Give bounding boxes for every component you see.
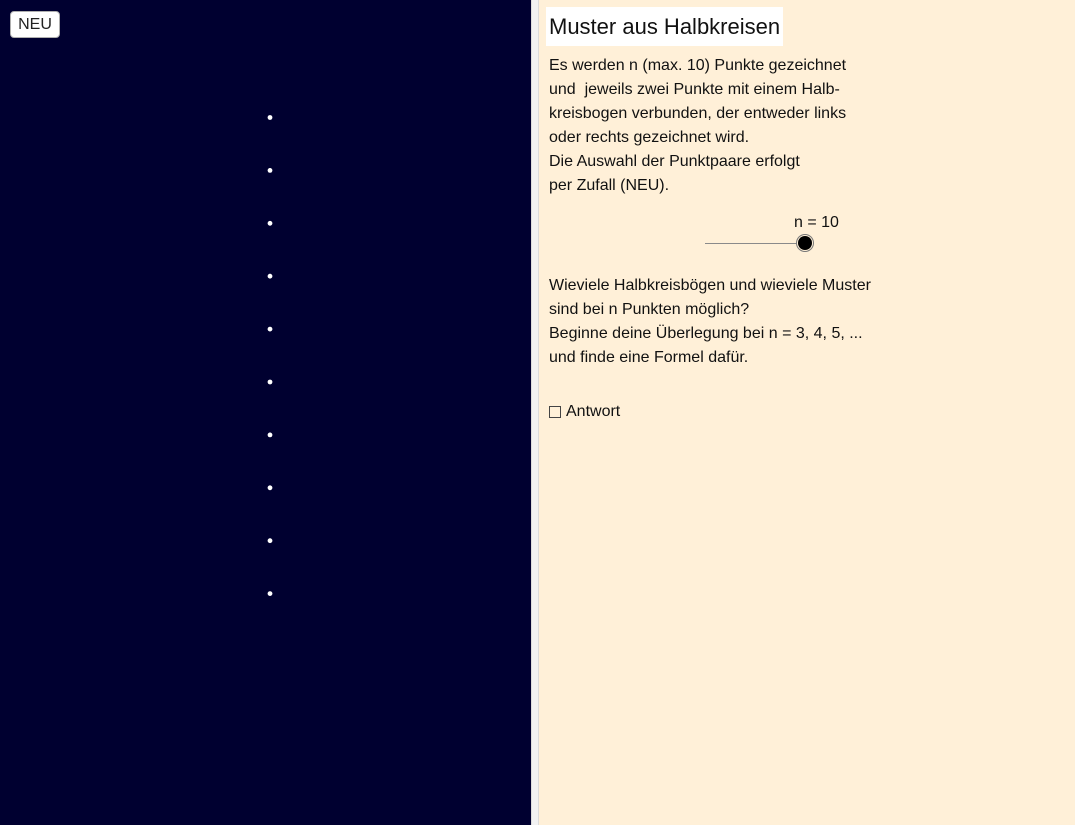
point-1	[268, 115, 273, 120]
question-line: sind bei n Punkten möglich?	[549, 301, 750, 318]
question-line: Beginne deine Überlegung bei n = 3, 4, 5, ...	[549, 325, 863, 342]
antwort-checkbox[interactable]	[549, 406, 561, 418]
description-line: oder rechts gezeichnet wird.	[549, 129, 750, 146]
description-text	[549, 54, 889, 198]
points-canvas	[0, 0, 531, 825]
question-text	[549, 274, 909, 370]
n-slider-label: n = 10	[794, 214, 839, 231]
point-5	[268, 327, 273, 332]
question-line: und finde eine Formel dafür.	[549, 349, 749, 366]
antwort-checkbox-row[interactable]	[549, 402, 620, 422]
point-8	[268, 485, 273, 490]
point-2	[268, 168, 273, 173]
description-line: per Zufall (NEU).	[549, 177, 670, 194]
text-panel	[539, 0, 1075, 825]
page-title: Muster aus Halbkreisen	[546, 7, 783, 46]
point-4	[268, 274, 273, 279]
point-6	[268, 380, 273, 385]
point-7	[268, 433, 273, 438]
description-line: und jeweils zwei Punkte mit einem Halb-	[549, 81, 840, 98]
point-9	[268, 538, 273, 543]
point-10	[268, 591, 273, 596]
neu-button[interactable]: NEU	[10, 11, 60, 38]
slider-track[interactable]	[705, 243, 805, 244]
description-line: Es werden n (max. 10) Punkte gezeichnet	[549, 57, 847, 74]
description-line: kreisbogen verbunden, der entweder links	[549, 105, 847, 122]
panel-divider[interactable]	[531, 0, 539, 825]
point-3	[268, 221, 273, 226]
description-line: Die Auswahl der Punktpaare erfolgt	[549, 153, 800, 170]
question-line: Wieviele Halbkreisbögen und wieviele Muster	[549, 277, 871, 294]
slider-handle[interactable]	[798, 236, 812, 250]
n-slider[interactable]	[705, 236, 805, 252]
antwort-label[interactable]: Antwort	[566, 403, 621, 420]
graphics-view[interactable]	[0, 0, 531, 825]
